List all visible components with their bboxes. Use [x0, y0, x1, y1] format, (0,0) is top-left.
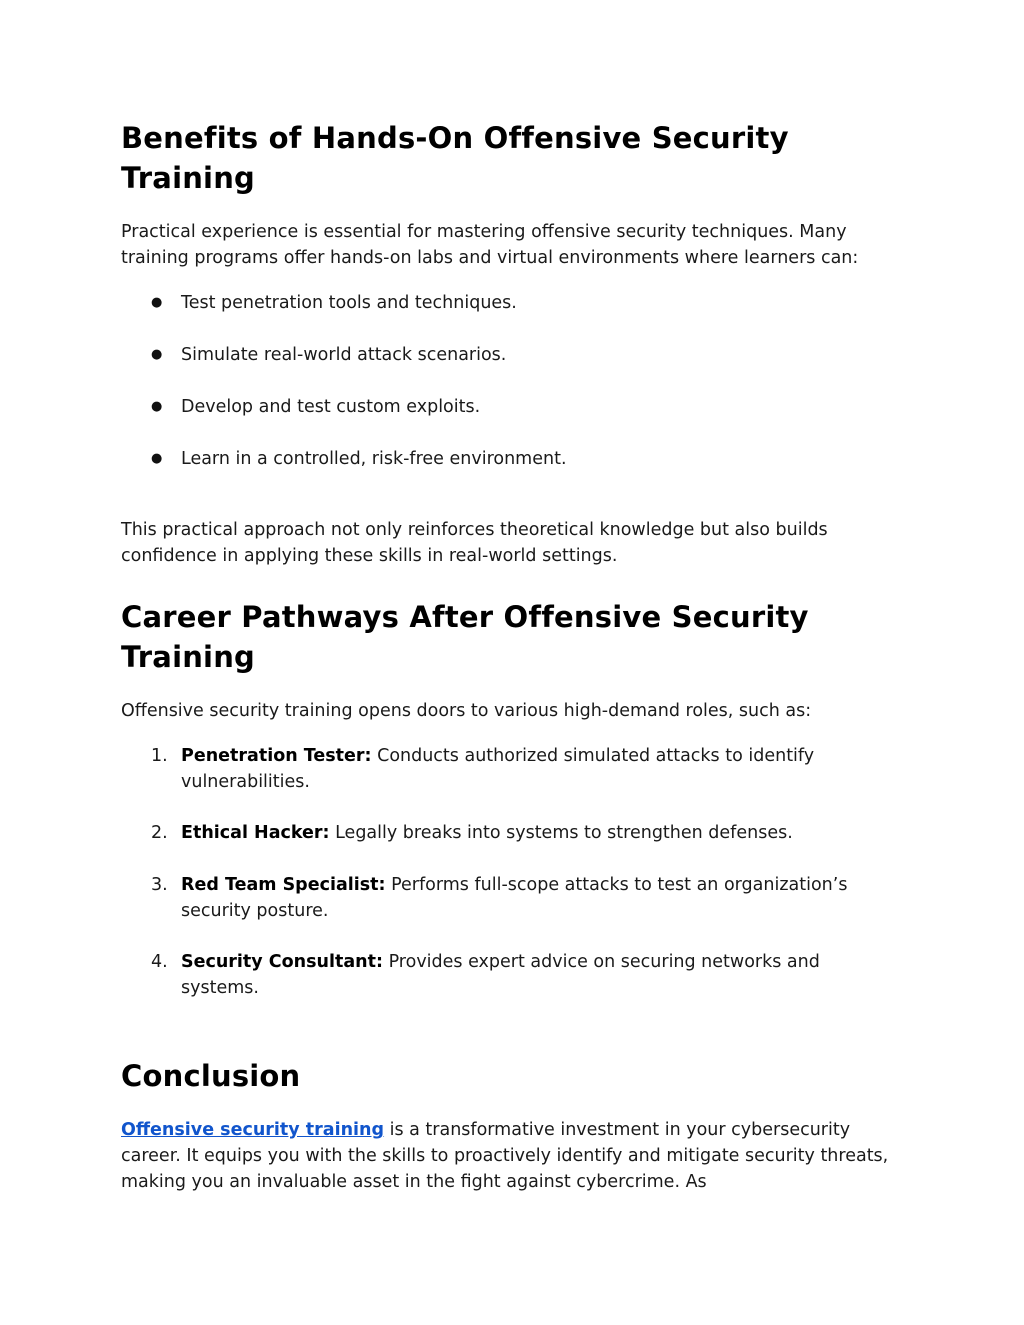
bullet-text: Simulate real-world attack scenarios. [181, 345, 507, 365]
benefits-heading: Benefits of Hands-On Offensive Security Training [121, 121, 789, 195]
bullet-text: Develop and test custom exploits. [181, 397, 481, 417]
bullet-icon: ● [151, 451, 163, 466]
role-description: Provides expert advice on securing networks and systems. [181, 952, 820, 998]
role-entry [181, 820, 901, 846]
benefits-intro-paragraph: Practical experience is essential for mastering offensive security techniques. Many training programs offer hands-on labs and virtual environments where learners can: [121, 222, 859, 268]
bullet-text: Learn in a controlled, risk-free environment. [181, 449, 567, 469]
conclusion-text: is a transformative investment in your cybersecurity career. It equips you with the skills to proactively identify and mitigate security threats, making you an invaluable asset in the fight against cybercrime. As [121, 1120, 889, 1192]
role-entry [181, 872, 901, 924]
role-entry [181, 743, 901, 795]
list-item [121, 446, 911, 498]
role-title: Penetration Tester: [181, 746, 372, 766]
bullet-text: Test penetration tools and techniques. [181, 293, 517, 313]
list-number: 1. [151, 746, 168, 766]
role-title: Ethical Hacker: [181, 823, 330, 843]
list-item [121, 394, 911, 446]
role-description: Performs full-scope attacks to test an organization’s security posture. [181, 875, 848, 921]
bullet-icon: ● [151, 295, 163, 310]
list-item [121, 290, 911, 342]
list-number: 3. [151, 875, 168, 895]
role-entry [181, 949, 901, 1001]
benefits-closing-paragraph: This practical approach not only reinforces theoretical knowledge but also builds confidence in applying these skills in real-world settings. [121, 520, 828, 566]
role-description: Legally breaks into systems to strengthen defenses. [329, 823, 793, 843]
bullet-icon: ● [151, 347, 163, 362]
list-number: 4. [151, 952, 168, 972]
role-title: Red Team Specialist: [181, 875, 386, 895]
career-intro-paragraph: Offensive security training opens doors to various high-demand roles, such as: [121, 701, 812, 721]
career-heading: Career Pathways After Offensive Security Training [121, 600, 809, 674]
list-number: 2. [151, 823, 168, 843]
offensive-security-training-link[interactable]: Offensive security training [121, 1120, 385, 1140]
role-title: Security Consultant: [181, 952, 383, 972]
benefits-bullet-list [121, 290, 911, 498]
conclusion-paragraph [121, 1117, 911, 1195]
conclusion-heading: Conclusion [121, 1059, 301, 1093]
bullet-icon: ● [151, 399, 163, 414]
role-description: Conducts authorized simulated attacks to identify vulnerabilities. [181, 746, 815, 792]
list-item [121, 342, 911, 394]
